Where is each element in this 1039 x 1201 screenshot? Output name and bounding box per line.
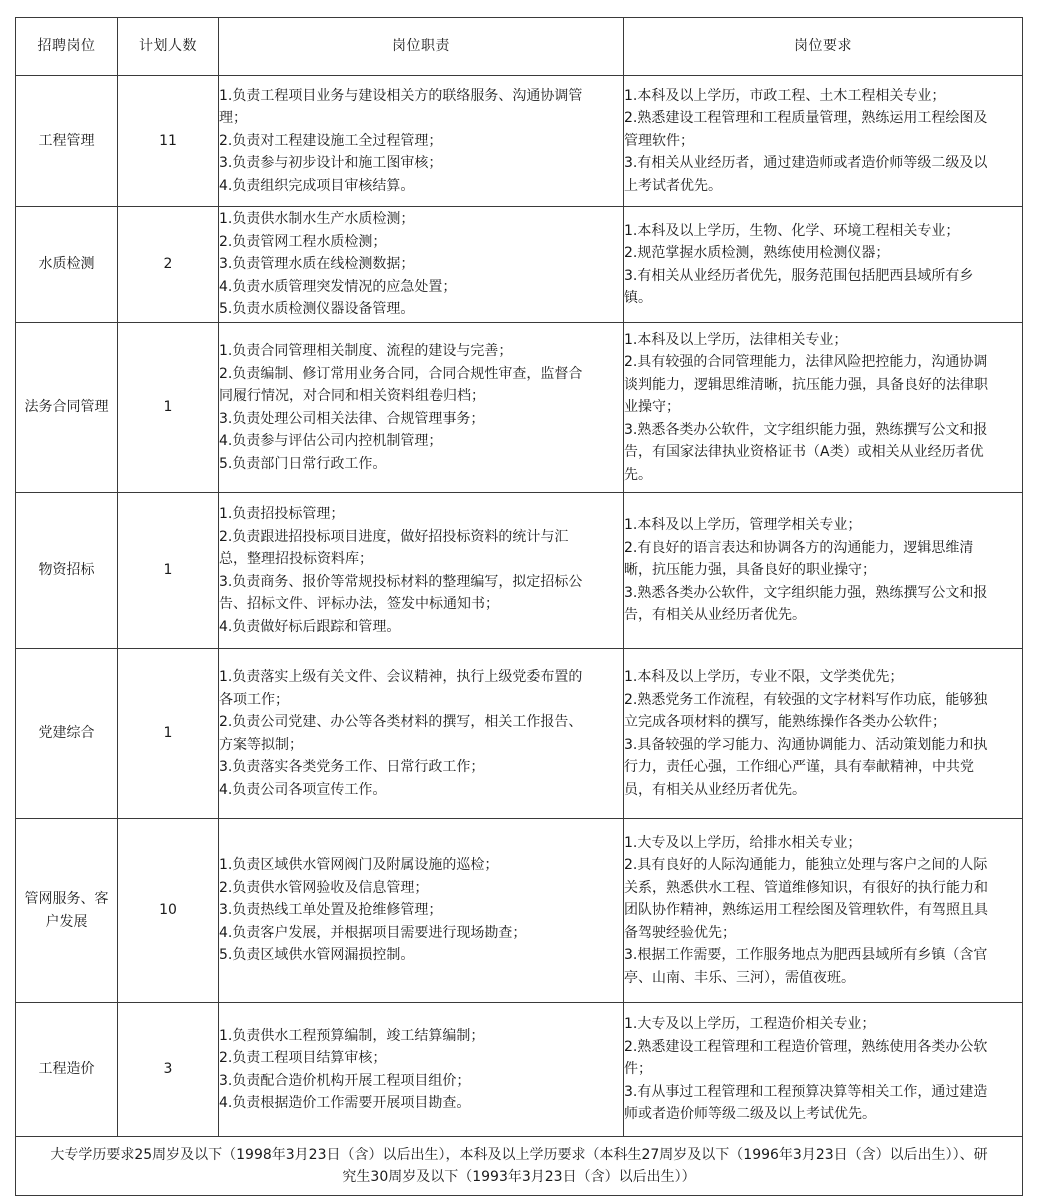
requirement-line: 2.熟悉建设工程管理和工程造价管理，熟练使用各类办公软 [624, 1038, 988, 1055]
requirement-line: 告，有国家法律执业资格证书（A类）或相关从业经历者优 [624, 444, 984, 461]
requirement-line: 3.根据工作需要，工作服务地点为肥西县域所有乡镇（含官 [624, 947, 988, 964]
position-label: 党建综合 [38, 725, 95, 742]
duty-line: 2.负责工程项目结算审核； [219, 1050, 387, 1066]
table-row [16, 207, 1023, 323]
requirement-line: 2.熟悉建设工程管理和工程质量管理，熟练运用工程绘图及 [624, 110, 988, 127]
requirement-line: 3.具备较强的学习能力、沟通协调能力、活动策划能力和执 [624, 736, 988, 753]
planned-count-cell: 11 [118, 76, 219, 207]
requirement-line: 先。 [624, 466, 652, 483]
duty-line: 4.负责水质管理突发情况的应急处置； [219, 278, 457, 295]
duty-line: 1.负责合同管理相关制度、流程的建设与完善； [219, 343, 513, 359]
position-cell [16, 76, 118, 207]
age-note-line-1: 大专学历要求25周岁及以下（1998年3月23日（含）以后出生），本科及以上学历要求（本科生27周岁及以下（1996年3月23日（含）以后出生））、研 [50, 1146, 988, 1163]
requirement-line: 师或者造价师等级二级及以上考试优先。 [624, 1106, 876, 1123]
position-cell [16, 819, 118, 1003]
duties-cell [219, 649, 624, 819]
duties-cell [219, 819, 624, 1003]
recruitment-table [15, 17, 1023, 1196]
planned-count-cell: 3 [118, 1003, 219, 1137]
age-requirement-note [16, 1137, 1023, 1196]
duty-line: 总，整理招投标资料库； [219, 551, 373, 567]
position-cell [16, 1003, 118, 1137]
planned-count-cell: 2 [118, 207, 219, 323]
requirement-line: 谈判能力，逻辑思维清晰，抗压能力强，具备良好的法律职 [624, 376, 988, 393]
position-line: 户发展 [45, 913, 88, 930]
requirements-cell [624, 649, 1023, 819]
requirement-line: 3.熟悉各类办公软件，文字组织能力强，熟练撰写公文和报 [624, 421, 988, 438]
duty-line: 4.负责客户发展，并根据项目需要进行现场勘查； [219, 924, 527, 941]
age-note-line-2: 究生30周岁及以下（1993年3月23日（含）以后出生）） [342, 1169, 696, 1185]
requirements-cell [624, 1003, 1023, 1137]
table-row [16, 1003, 1023, 1137]
duty-line: 各项工作； [219, 691, 289, 708]
position-label: 水质检测 [38, 256, 95, 273]
duty-line: 2.负责公司党建、办公等各类材料的撰写，相关工作报告、 [219, 714, 583, 730]
duty-line: 2.负责供水管网验收及信息管理； [219, 879, 429, 896]
duty-line: 3.负责商务、报价等常规投标材料的整理编写，拟定招标公 [219, 573, 583, 590]
duty-line: 3.负责热线工单处置及抢维修管理； [219, 902, 443, 919]
requirement-line: 立完成各项材料的撰写，能熟练操作各类办公软件； [624, 714, 946, 730]
table-row [16, 819, 1023, 1003]
requirement-line: 晰，抗压能力强，具备良好的职业操守； [624, 562, 876, 579]
duty-line: 3.负责参与初步设计和施工图审核； [219, 155, 443, 172]
table-row [16, 323, 1023, 493]
duty-line: 4.负责参与评估公司内控机制管理； [219, 433, 443, 449]
duty-line: 3.负责处理公司相关法律、合规管理事务； [219, 410, 485, 427]
duty-line: 4.负责公司各项宣传工作。 [219, 781, 387, 798]
table-body [16, 76, 1023, 1137]
duty-line: 1.负责供水制水生产水质检测； [219, 211, 415, 228]
requirement-line: 员，有相关从业经历者优先。 [624, 781, 806, 798]
header-count: 计划人数 [118, 18, 219, 76]
requirement-line: 3.有相关从业经历者优先，服务范围包括肥西县域所有乡 [624, 267, 974, 284]
duties-cell [219, 493, 624, 649]
requirement-line: 1.本科及以上学历，专业不限，文学类优先； [624, 669, 904, 685]
requirement-line: 1.本科及以上学历，市政工程、土木工程相关专业； [624, 87, 946, 104]
requirement-line: 上考试者优先。 [624, 177, 722, 194]
duty-line: 2.负责管网工程水质检测； [219, 233, 387, 250]
duty-line: 1.负责供水工程预算编制，竣工结算编制； [219, 1027, 485, 1044]
footer-row [16, 1137, 1023, 1196]
duty-line: 3.负责配合造价机构开展工程项目组价； [219, 1072, 471, 1089]
position-cell [16, 649, 118, 819]
requirement-line: 3.熟悉各类办公软件，文字组织能力强，熟练撰写公文和报 [624, 584, 988, 601]
header-requirements: 岗位要求 [624, 18, 1023, 76]
duty-line: 1.负责落实上级有关文件、会议精神，执行上级党委布置的 [219, 669, 583, 685]
header-duties: 岗位职责 [219, 18, 624, 76]
requirement-line: 关系，熟悉供水工程、管道维修知识，有很好的执行能力和 [624, 879, 988, 896]
requirement-line: 3.有相关从业经历者，通过建造师或者造价师等级二级及以 [624, 155, 988, 172]
planned-count-cell: 1 [118, 323, 219, 493]
duty-line: 2.负责跟进招投标项目进度，做好招投标资料的统计与汇 [219, 528, 569, 545]
table-row [16, 649, 1023, 819]
requirement-line: 2.具有较强的合同管理能力，法律风险把控能力，沟通协调 [624, 354, 988, 371]
requirement-line: 行力，责任心强，工作细心严谨，具有奉献精神，中共党 [624, 759, 974, 775]
duties-cell [219, 76, 624, 207]
duty-line: 1.负责招投标管理； [219, 506, 345, 522]
position-cell [16, 323, 118, 493]
requirement-line: 亭、山南、丰乐、三河），需值夜班。 [624, 969, 855, 986]
requirement-line: 业操守； [624, 399, 680, 416]
duty-line: 3.负责落实各类党务工作、日常行政工作； [219, 759, 485, 775]
duty-line: 1.负责工程项目业务与建设相关方的联络服务、沟通协调管 [219, 87, 583, 104]
requirement-line: 1.本科及以上学历，生物、化学、环境工程相关专业； [624, 222, 960, 239]
requirement-line: 告，有相关从业经历者优先。 [624, 607, 806, 624]
requirements-cell [624, 819, 1023, 1003]
requirement-line: 3.有从事过工程管理和工程预算决算等相关工作，通过建造 [624, 1083, 988, 1100]
duty-line: 同履行情况，对合同和相关资料组卷归档； [219, 388, 485, 404]
position-label: 法务合同管理 [24, 399, 109, 416]
duty-line: 方案等拟制； [219, 736, 303, 753]
planned-count-cell: 1 [118, 649, 219, 819]
duty-line: 1.负责区域供水管网阀门及附属设施的巡检； [219, 857, 499, 874]
requirements-cell [624, 207, 1023, 323]
duty-line: 5.负责区域供水管网漏损控制。 [219, 947, 415, 964]
table-row [16, 493, 1023, 649]
requirement-line: 2.有良好的语言表达和协调各方的沟通能力，逻辑思维清 [624, 539, 974, 556]
requirements-cell [624, 493, 1023, 649]
position-cell [16, 207, 118, 323]
position-cell [16, 493, 118, 649]
duty-line: 2.负责编制、修订常用业务合同，合同合规性审查，监督合 [219, 365, 583, 382]
duty-line: 5.负责水质检测仪器设备管理。 [219, 301, 415, 318]
position-label: 工程管理 [38, 132, 95, 149]
duty-line: 4.负责做好标后跟踪和管理。 [219, 618, 401, 635]
duty-line: 4.负责根据造价工作需要开展项目勘查。 [219, 1095, 471, 1111]
duty-line: 2.负责对工程建设施工全过程管理； [219, 132, 443, 149]
requirements-cell [624, 323, 1023, 493]
position-label: 工程造价 [38, 1061, 95, 1078]
position-label: 物资招标 [38, 562, 95, 579]
requirement-line: 2.具有良好的人际沟通能力，能独立处理与客户之间的人际 [624, 857, 988, 874]
header-position: 招聘岗位 [16, 18, 118, 76]
table-row [16, 76, 1023, 207]
requirement-line: 1.本科及以上学历，法律相关专业； [624, 331, 848, 348]
requirements-cell [624, 76, 1023, 207]
requirement-line: 1.本科及以上学历，管理学相关专业； [624, 517, 862, 534]
duty-line: 理； [219, 110, 247, 127]
duty-line: 3.负责管理水质在线检测数据； [219, 256, 415, 273]
duty-line: 告、招标文件、评标办法，签发中标通知书； [219, 596, 499, 612]
requirement-line: 备驾驶经验优先； [624, 924, 736, 941]
duties-cell [219, 207, 624, 323]
requirement-line: 镇。 [624, 290, 652, 306]
header-row [16, 18, 1023, 76]
duty-line: 5.负责部门日常行政工作。 [219, 455, 387, 472]
requirement-line: 1.大专及以上学历，给排水相关专业； [624, 834, 862, 851]
requirement-line: 管理软件； [624, 132, 694, 149]
duties-cell [219, 323, 624, 493]
position-line: 管网服务、客 [24, 891, 109, 907]
planned-count-cell: 10 [118, 819, 219, 1003]
requirement-line: 件； [624, 1061, 652, 1078]
duties-cell [219, 1003, 624, 1137]
requirement-line: 1.大专及以上学历，工程造价相关专业； [624, 1016, 876, 1033]
requirement-line: 2.熟悉党务工作流程，有较强的文字材料写作功底，能够独 [624, 691, 988, 708]
requirement-line: 团队协作精神，熟练运用工程绘图及管理软件，有驾照且具 [624, 902, 988, 919]
planned-count-cell: 1 [118, 493, 219, 649]
requirement-line: 2.规范掌握水质检测，熟练使用检测仪器； [624, 245, 890, 261]
duty-line: 4.负责组织完成项目审核结算。 [219, 177, 415, 194]
